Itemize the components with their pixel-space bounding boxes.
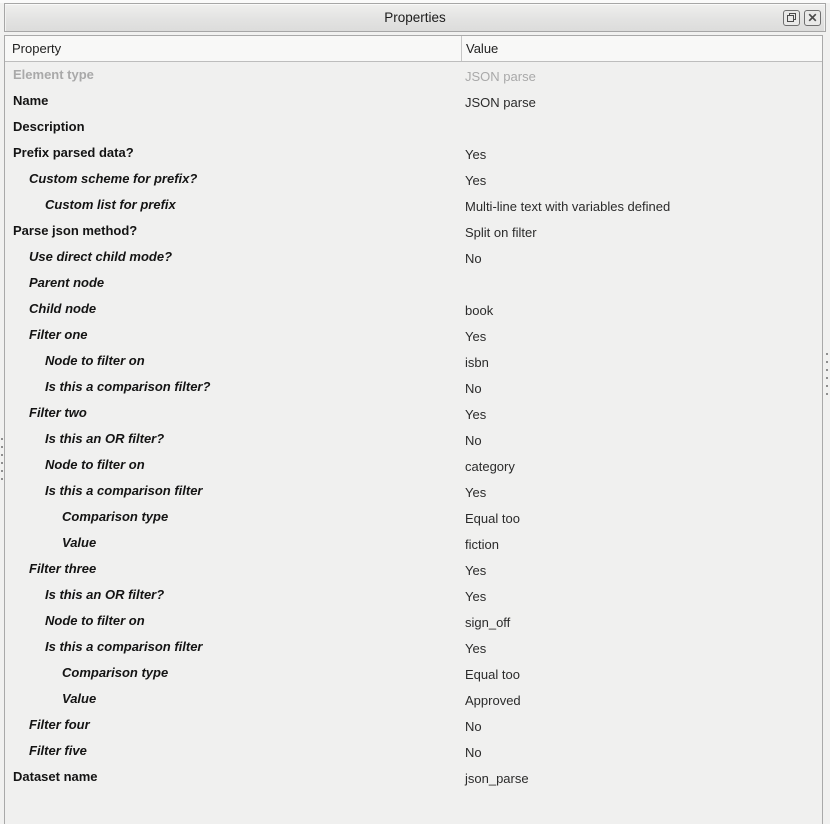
property-value[interactable]: Approved bbox=[465, 693, 521, 708]
column-header-property: Property bbox=[12, 41, 62, 56]
property-label: Comparison type bbox=[62, 509, 169, 524]
property-label: Child node bbox=[29, 301, 97, 316]
property-value[interactable]: Yes bbox=[465, 147, 487, 162]
property-row[interactable] bbox=[5, 712, 822, 738]
property-value[interactable]: JSON parse bbox=[465, 95, 536, 110]
property-row[interactable] bbox=[5, 634, 822, 660]
property-label: Is this a comparison filter bbox=[45, 483, 203, 498]
grid-header bbox=[5, 36, 822, 62]
float-window-icon bbox=[787, 13, 796, 22]
property-value[interactable]: No bbox=[465, 719, 482, 734]
properties-grid bbox=[4, 35, 823, 824]
property-row[interactable] bbox=[5, 686, 822, 712]
grid-body bbox=[5, 62, 822, 790]
property-label: Prefix parsed data? bbox=[13, 145, 134, 160]
property-row[interactable] bbox=[5, 660, 822, 686]
property-value[interactable]: book bbox=[465, 303, 494, 318]
property-row[interactable] bbox=[5, 218, 822, 244]
property-value[interactable]: No bbox=[465, 433, 482, 448]
property-row[interactable] bbox=[5, 296, 822, 322]
property-value[interactable]: Yes bbox=[465, 589, 487, 604]
property-row[interactable] bbox=[5, 478, 822, 504]
property-label: Element type bbox=[13, 67, 94, 82]
property-row[interactable] bbox=[5, 348, 822, 374]
property-value[interactable]: Yes bbox=[465, 407, 487, 422]
property-label: Filter one bbox=[29, 327, 88, 342]
property-label: Filter four bbox=[29, 717, 90, 732]
property-value[interactable]: No bbox=[465, 381, 482, 396]
property-label: Comparison type bbox=[62, 665, 169, 680]
property-value[interactable]: Equal too bbox=[465, 667, 520, 682]
property-label: Is this an OR filter? bbox=[45, 587, 165, 602]
property-label: Is this an OR filter? bbox=[45, 431, 165, 446]
property-row[interactable] bbox=[5, 114, 822, 140]
property-value[interactable]: Multi-line text with variables defined bbox=[465, 199, 671, 214]
property-row[interactable] bbox=[5, 322, 822, 348]
property-row[interactable] bbox=[5, 88, 822, 114]
panel-titlebar[interactable] bbox=[4, 3, 826, 32]
property-value[interactable]: Yes bbox=[465, 563, 487, 578]
property-row[interactable] bbox=[5, 738, 822, 764]
property-label: Filter two bbox=[29, 405, 87, 420]
property-label: Filter five bbox=[29, 743, 87, 758]
titlebar-buttons bbox=[783, 10, 821, 26]
property-value[interactable]: fiction bbox=[465, 537, 499, 552]
close-button[interactable] bbox=[804, 10, 821, 26]
property-value[interactable]: Equal too bbox=[465, 511, 520, 526]
property-value[interactable]: JSON parse bbox=[465, 69, 536, 84]
left-splitter-grip-icon bbox=[1, 438, 3, 480]
property-row[interactable] bbox=[5, 374, 822, 400]
property-value[interactable] bbox=[461, 116, 822, 142]
property-row[interactable] bbox=[5, 166, 822, 192]
property-row[interactable] bbox=[5, 582, 822, 608]
property-value[interactable]: No bbox=[465, 745, 482, 760]
close-icon bbox=[808, 13, 817, 22]
property-label: Description bbox=[13, 119, 85, 134]
property-row[interactable] bbox=[5, 270, 822, 296]
property-value[interactable] bbox=[461, 272, 822, 298]
panel-title: Properties bbox=[384, 10, 446, 25]
property-row[interactable] bbox=[5, 608, 822, 634]
property-value[interactable]: No bbox=[465, 251, 482, 266]
column-header-value: Value bbox=[461, 36, 822, 61]
property-label: Is this a comparison filter? bbox=[45, 379, 211, 394]
property-value[interactable]: category bbox=[465, 459, 515, 474]
property-row[interactable] bbox=[5, 62, 822, 88]
left-splitter[interactable] bbox=[0, 35, 4, 824]
property-row[interactable] bbox=[5, 426, 822, 452]
property-label: Value bbox=[62, 535, 97, 550]
property-label: Node to filter on bbox=[45, 613, 145, 628]
property-value[interactable]: Yes bbox=[465, 173, 487, 188]
property-row[interactable] bbox=[5, 192, 822, 218]
property-value[interactable]: Yes bbox=[465, 485, 487, 500]
property-label: Custom list for prefix bbox=[45, 197, 176, 212]
property-row[interactable] bbox=[5, 400, 822, 426]
property-label: Parse json method? bbox=[13, 223, 138, 238]
property-row[interactable] bbox=[5, 530, 822, 556]
property-row[interactable] bbox=[5, 764, 822, 790]
property-label: Node to filter on bbox=[45, 457, 145, 472]
float-window-button[interactable] bbox=[783, 10, 800, 26]
property-row[interactable] bbox=[5, 504, 822, 530]
property-value[interactable]: Yes bbox=[465, 329, 487, 344]
property-row[interactable] bbox=[5, 140, 822, 166]
property-label: Parent node bbox=[29, 275, 105, 290]
property-label: Custom scheme for prefix? bbox=[29, 171, 198, 186]
property-value[interactable]: sign_off bbox=[465, 615, 511, 630]
property-label: Node to filter on bbox=[45, 353, 145, 368]
right-splitter[interactable] bbox=[824, 35, 830, 824]
property-row[interactable] bbox=[5, 244, 822, 270]
property-label: Value bbox=[62, 691, 97, 706]
property-label: Dataset name bbox=[13, 769, 98, 784]
property-value[interactable]: json_parse bbox=[465, 771, 529, 786]
property-label: Name bbox=[13, 93, 49, 108]
property-value[interactable]: Split on filter bbox=[465, 225, 537, 240]
right-splitter-grip-icon bbox=[826, 353, 828, 395]
property-value[interactable]: isbn bbox=[465, 355, 489, 370]
property-row[interactable] bbox=[5, 556, 822, 582]
property-row[interactable] bbox=[5, 452, 822, 478]
property-label: Filter three bbox=[29, 561, 97, 576]
property-value[interactable]: Yes bbox=[465, 641, 487, 656]
property-label: Is this a comparison filter bbox=[45, 639, 203, 654]
property-label: Use direct child mode? bbox=[29, 249, 173, 264]
